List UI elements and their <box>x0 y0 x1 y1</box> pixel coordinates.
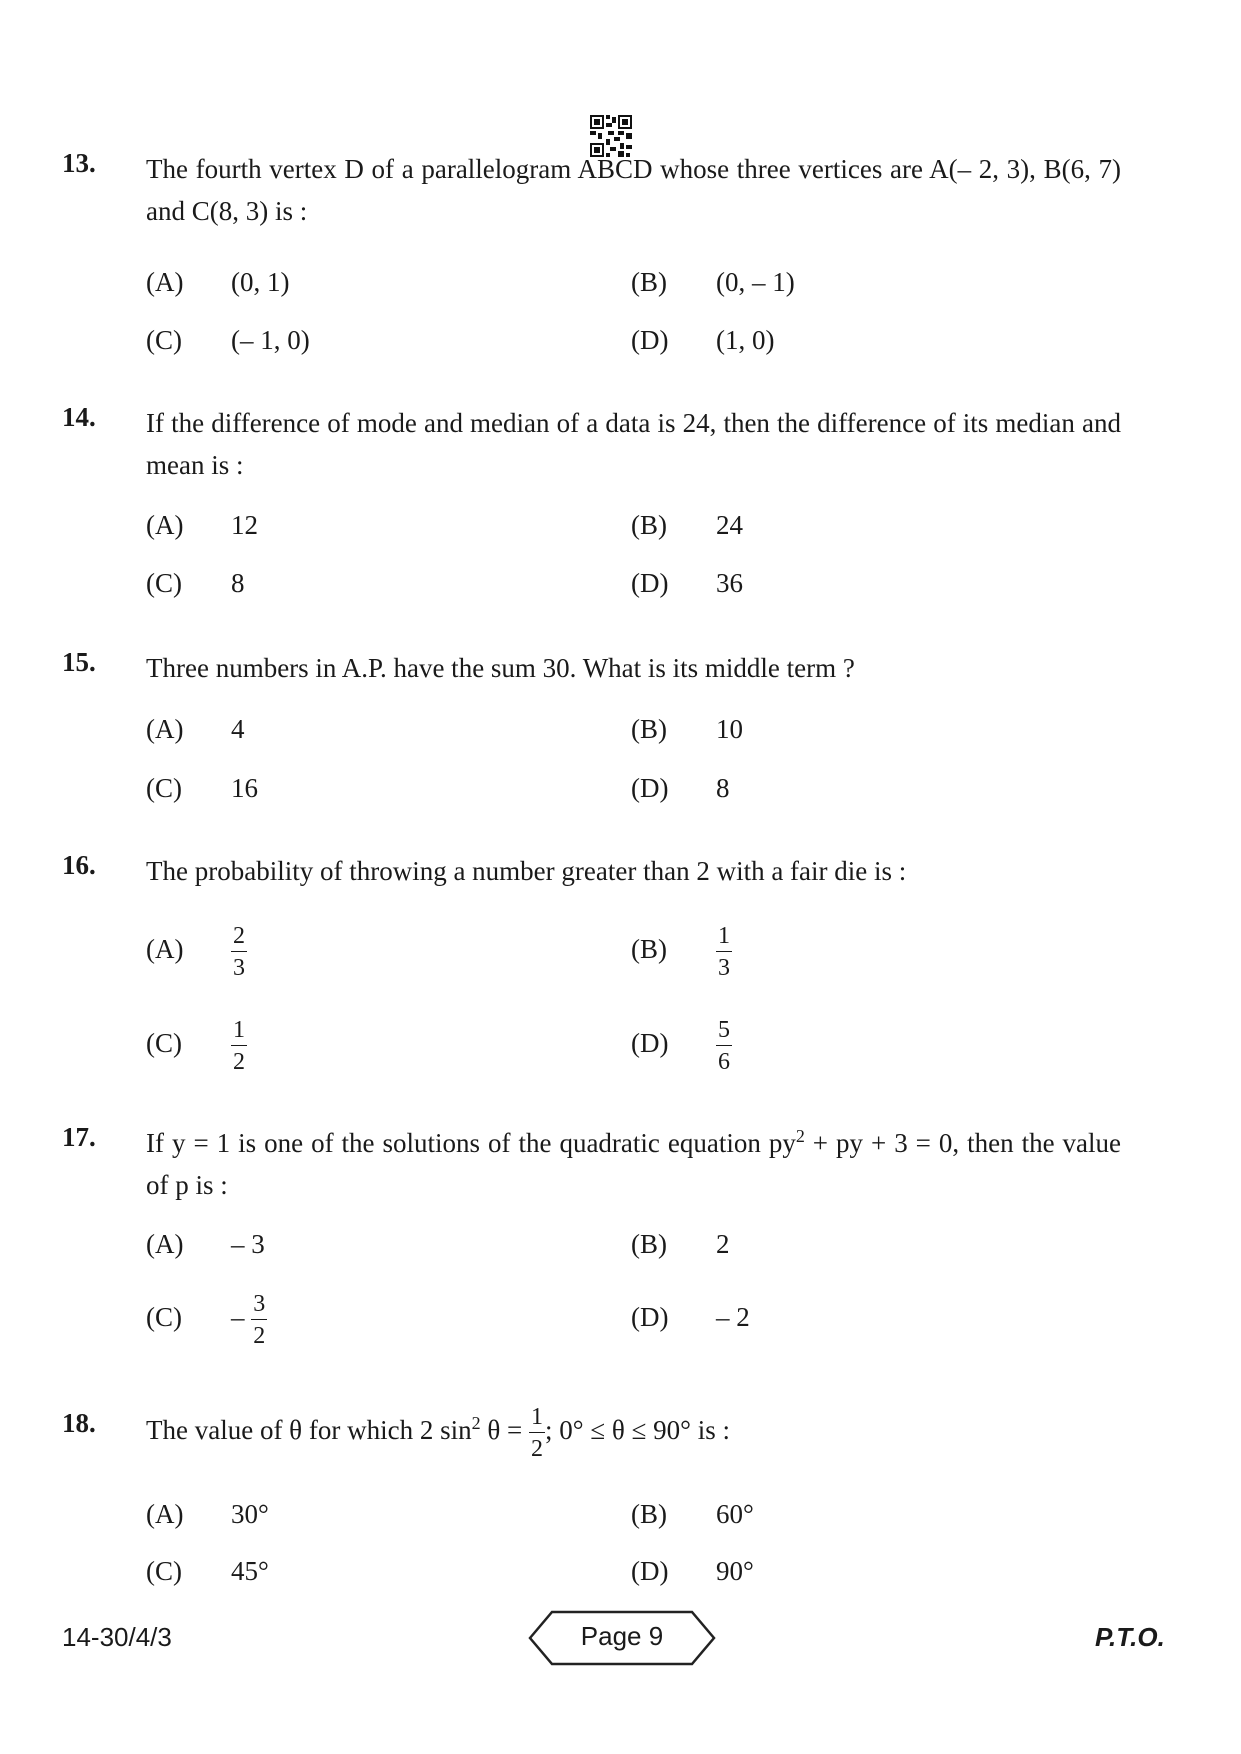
option-label: (D) <box>631 1028 669 1058</box>
option-value: (– 1, 0) <box>231 325 310 355</box>
option-value: (0, – 1) <box>716 267 795 297</box>
numerator: 1 <box>233 1016 245 1043</box>
option-label: (D) <box>631 568 669 598</box>
option-value: – 3 <box>231 1229 265 1259</box>
fraction <box>251 1292 267 1348</box>
option-label: (A) <box>146 1229 184 1259</box>
denominator: 3 <box>716 951 732 980</box>
question-number: 14. <box>62 402 96 432</box>
option-value: 2 <box>716 1229 730 1259</box>
question-text: If the difference of mode and median of a data is 24, then the difference of its median and mean is : <box>146 408 1121 480</box>
option-label: (C) <box>146 325 182 355</box>
denominator: 6 <box>716 1045 732 1074</box>
numerator: 2 <box>233 922 245 949</box>
option-label: (A) <box>146 714 184 744</box>
fraction <box>529 1405 545 1461</box>
fraction <box>716 1018 732 1074</box>
option-value: – 2 <box>716 1302 750 1332</box>
option-label: (C) <box>146 1028 182 1058</box>
option-value: 30° <box>231 1499 269 1529</box>
option-label: (B) <box>631 267 667 297</box>
option-value: (0, 1) <box>231 267 290 297</box>
numerator: 5 <box>718 1016 730 1043</box>
question-number: 18. <box>62 1408 96 1438</box>
question-text: Three numbers in A.P. have the sum 30. What is its middle term ? <box>146 653 855 683</box>
question-text: The fourth vertex D of a parallelogram ABCD whose three vertices are A(– 2, 3), B(6, 7) and C(8, 3) is : <box>146 154 1121 226</box>
option-label: (A) <box>146 1499 184 1529</box>
option-label: (D) <box>631 1556 669 1586</box>
option-value: 60° <box>716 1499 754 1529</box>
fraction <box>716 924 732 980</box>
option-label: (C) <box>146 1302 182 1332</box>
option-label: (C) <box>146 1556 182 1586</box>
fraction <box>231 924 247 980</box>
question-number: 16. <box>62 850 96 880</box>
option-value: 24 <box>716 510 743 540</box>
option-label: (C) <box>146 773 182 803</box>
option-value: 10 <box>716 714 743 744</box>
question-text: The value of θ for which 2 $\sin^2 \theta$ = $\frac{1}{2}$ ; 0° ≤ θ ≤ 90° is : <box>146 1403 730 1462</box>
denominator: 2 <box>251 1319 267 1348</box>
numerator: 3 <box>253 1290 266 1317</box>
paper-code: 14-30/4/3 <box>62 1622 172 1652</box>
option-label: (B) <box>631 934 667 964</box>
option-value: 90° <box>716 1556 754 1586</box>
minus-sign: – <box>231 1302 245 1332</box>
option-label: (D) <box>631 325 669 355</box>
denominator: 2 <box>529 1432 545 1461</box>
option-value: 4 <box>231 714 245 744</box>
question-text: If y = 1 is one of the solutions of the quadratic equation $py^2$ + py + 3 = 0, then the value of p is : <box>146 1126 1122 1200</box>
question-text: The probability of throwing a number greater than 2 with a fair die is : <box>146 856 907 886</box>
option-value: 8 <box>716 773 730 803</box>
question-number: 17. <box>62 1122 96 1152</box>
option-label: (B) <box>631 714 667 744</box>
option-value: 36 <box>716 568 743 598</box>
option-value: 12 <box>231 510 258 540</box>
option-label: (D) <box>631 1302 669 1332</box>
option-value: (1, 0) <box>716 325 775 355</box>
option-label: (B) <box>631 510 667 540</box>
option-label: (A) <box>146 510 184 540</box>
pto-label: P.T.O. <box>1095 1622 1165 1652</box>
option-value: 8 <box>231 568 245 598</box>
fraction <box>231 1018 247 1074</box>
option-label: (A) <box>146 267 184 297</box>
option-label: (A) <box>146 934 184 964</box>
page-number: Page 9 <box>580 1621 664 1651</box>
denominator: 3 <box>231 951 247 980</box>
denominator: 2 <box>231 1045 247 1074</box>
option-value: 45° <box>231 1556 269 1586</box>
numerator: 1 <box>718 922 730 949</box>
option-label: (B) <box>631 1229 667 1259</box>
option-label: (C) <box>146 568 182 598</box>
question-number: 13. <box>62 148 96 178</box>
question-number: 15. <box>62 647 96 677</box>
option-value: 16 <box>231 773 258 803</box>
numerator: 1 <box>531 1403 544 1430</box>
option-label: (B) <box>631 1499 667 1529</box>
option-label: (D) <box>631 773 669 803</box>
